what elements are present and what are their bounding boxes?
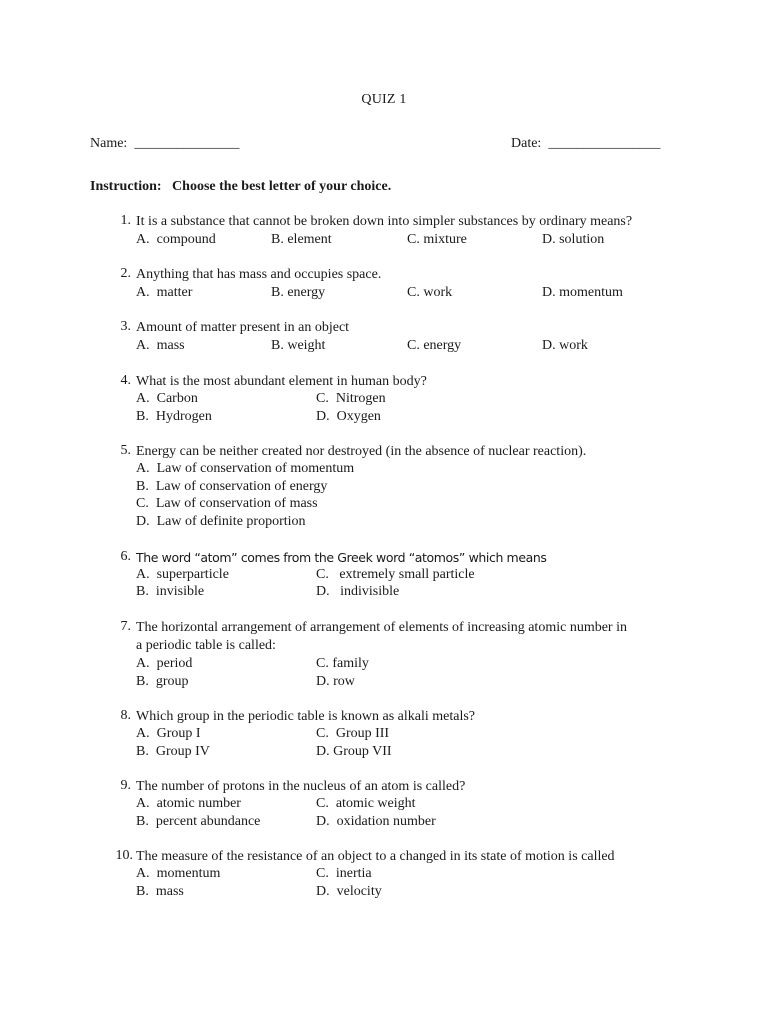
option-d: D. indivisible xyxy=(316,584,400,599)
question-text: It is a substance that cannot be broken down into simpler substances by ordinary means? xyxy=(136,214,633,229)
option-b: B. weight xyxy=(271,338,326,353)
option-d: D. Law of definite proportion xyxy=(136,514,306,529)
option-a: A. matter xyxy=(136,285,193,300)
option-b: B. element xyxy=(271,232,332,247)
option-b: B. energy xyxy=(271,285,326,300)
question-text: Which group in the periodic table is known as alkali metals? xyxy=(136,709,476,724)
option-c: C. work xyxy=(407,285,453,300)
option-c: C. Group III xyxy=(316,726,390,741)
question-number: 7. xyxy=(120,619,131,634)
option-b: B. Hydrogen xyxy=(136,409,212,424)
option-c: C. energy xyxy=(407,338,462,353)
option-a: A. compound xyxy=(136,232,216,247)
option-c: C. Law of conservation of mass xyxy=(136,496,318,511)
question-text: Energy can be neither created nor destroyed (in the absence of nuclear reaction). xyxy=(136,444,587,459)
option-b: B. Group IV xyxy=(136,744,210,759)
question-text: What is the most abundant element in human body? xyxy=(136,374,427,389)
option-c: C. atomic weight xyxy=(316,796,416,811)
question-number: 6. xyxy=(120,549,131,564)
page-title: QUIZ 1 xyxy=(361,92,407,107)
option-d: D. oxidation number xyxy=(316,814,436,829)
question-text: The word “atom” comes from the Greek word “atomos” which means xyxy=(136,550,547,565)
option-a: A. period xyxy=(136,656,193,671)
option-c: C. extremely small particle xyxy=(316,567,475,582)
option-a: A. Law of conservation of momentum xyxy=(136,461,355,476)
option-b: B. Law of conservation of energy xyxy=(136,479,328,494)
option-d: D. momentum xyxy=(542,285,623,300)
option-d: D. row xyxy=(316,674,355,689)
option-b: B. group xyxy=(136,674,189,689)
name-field: Name: _______________ xyxy=(90,136,240,151)
option-c: C. family xyxy=(316,656,369,671)
date-field: Date: ________________ xyxy=(511,136,661,151)
option-d: D. Group VII xyxy=(316,744,392,759)
option-a: A. Group I xyxy=(136,726,201,741)
option-d: D. velocity xyxy=(316,884,382,899)
option-a: A. mass xyxy=(136,338,185,353)
question-number: 3. xyxy=(120,319,131,334)
option-a: A. superparticle xyxy=(136,567,229,582)
question-number: 4. xyxy=(120,373,131,388)
question-number: 10. xyxy=(115,848,133,863)
option-d: D. solution xyxy=(542,232,605,247)
option-c: C. Nitrogen xyxy=(316,391,386,406)
question-text: The number of protons in the nucleus of an atom is called? xyxy=(136,779,466,794)
option-a: A. Carbon xyxy=(136,391,198,406)
option-b: B. mass xyxy=(136,884,184,899)
question-number: 9. xyxy=(120,778,131,793)
instruction-text: Instruction: Choose the best letter of your choice. xyxy=(90,179,392,194)
option-c: C. mixture xyxy=(407,232,467,247)
option-d: D. Oxygen xyxy=(316,409,381,424)
question-number: 1. xyxy=(120,213,131,228)
option-d: D. work xyxy=(542,338,588,353)
question-number: 8. xyxy=(120,708,131,723)
option-b: B. percent abundance xyxy=(136,814,261,829)
option-b: B. invisible xyxy=(136,584,205,599)
question-number: 5. xyxy=(120,443,131,458)
question-text: The measure of the resistance of an object to a changed in its state of motion is called xyxy=(136,849,615,864)
option-a: A. momentum xyxy=(136,866,221,881)
question-text: Amount of matter present in an object xyxy=(136,320,350,335)
option-c: C. inertia xyxy=(316,866,372,881)
question-text: The horizontal arrangement of arrangement of elements of increasing atomic number in a periodic table is called: xyxy=(136,620,627,653)
option-a: A. atomic number xyxy=(136,796,241,811)
question-number: 2. xyxy=(120,266,131,281)
question-text: Anything that has mass and occupies space. xyxy=(136,267,382,282)
